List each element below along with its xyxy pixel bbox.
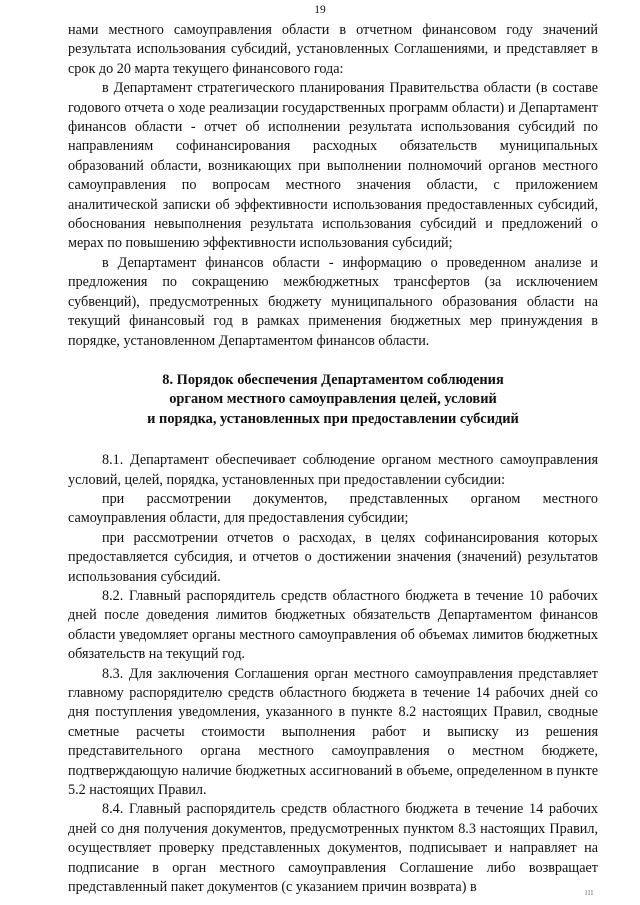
paragraph: 8.4. Главный распорядитель средств областного бюджета в течение 14 рабочих дней со дня получения документов, предусмотренных пунктом 8.3 настоящих Правил, осуществляет проверку представленных документов, подписывает и направляет на подписание в орган местного самоуправления Соглашение либо возвращает представленный пакет документов (с указанием причин возврата) в bbox=[68, 801, 598, 896]
document-body bbox=[68, 21, 598, 897]
paragraph: при рассмотрении отчетов о расходах, в целях софинансирования которых предоставляется субсидия, и отчетов о достижении значения (значений) результатов использования субсидий. bbox=[68, 529, 598, 585]
page-number: 19 bbox=[314, 4, 326, 16]
section-heading-line: 8. Порядок обеспечения Департаментом соблюдения bbox=[162, 371, 504, 388]
paragraph: 8.2. Главный распорядитель средств областного бюджета в течение 10 рабочих дней после доведения лимитов бюджетных обязательств Департаментом финансов области уведомляет органы местного самоуправления об объемах лимитов бюджетных обязательств на текущий год. bbox=[68, 587, 598, 663]
paragraph: при рассмотрении документов, представленных органом местного самоуправления области, для предоставления субсидии; bbox=[68, 490, 598, 527]
section-heading-line: и порядка, установленных при предоставлении субсидий bbox=[147, 410, 519, 427]
paragraph: 8.1. Департамент обеспечивает соблюдение органом местного самоуправления условий, целей, порядка, установленных при предоставлении субсидии: bbox=[68, 452, 598, 488]
paragraph: в Департамент финансов области - информацию о проведенном анализе и предложения по сокращению межбюджетных трансфертов (за исключением субвенций), предусмотренных бюджету муниципального образования области на текущий финансовый год в рамках применения бюджетных мер принуждения в порядке, установленном Департаментом финансов области. bbox=[68, 254, 598, 349]
section-heading bbox=[68, 371, 598, 429]
paragraph: нами местного самоуправления области в отчетном финансовом году значений результата использования субсидий, установленных Соглашениями, и представляет в срок до 20 марта текущего финансового года: bbox=[68, 22, 598, 77]
paragraph: 8.3. Для заключения Соглашения орган местного самоуправления представляет главному распорядителю средств областного бюджета в течение 14 рабочих дней со дня поступления уведомления, указанного в пункте 8.2 настоящих Правил, сводные сметные расчеты стоимости выполнения работ и выписку из решения представительного органа местного самоуправления о местном бюджете, подтверждающую наличие бюджетных ассигнований в объеме, определенном в пункте 5.2 настоящих Правил. bbox=[68, 665, 598, 799]
paragraph: в Департамент стратегического планирования Правительства области (в составе годового отчета о ходе реализации государственных программ области) и Департамент финансов области - отчет об исполнении результата использования субсидий по направлениям софинансирования расходных обязательств муниципальных образований области, возникающих при выполнении полномочий органов местного самоуправления по вопросам местного значения области, с приложением аналитической записки об эффективности использования предоставленных субсидий, обоснования невыполнения результата использования субсидий и предложений о мерах по повышению эффективности использования субсидий; bbox=[68, 80, 598, 252]
section-heading-line: органом местного самоуправления целей, условий bbox=[169, 391, 497, 408]
corner-mark: lll bbox=[585, 889, 594, 897]
